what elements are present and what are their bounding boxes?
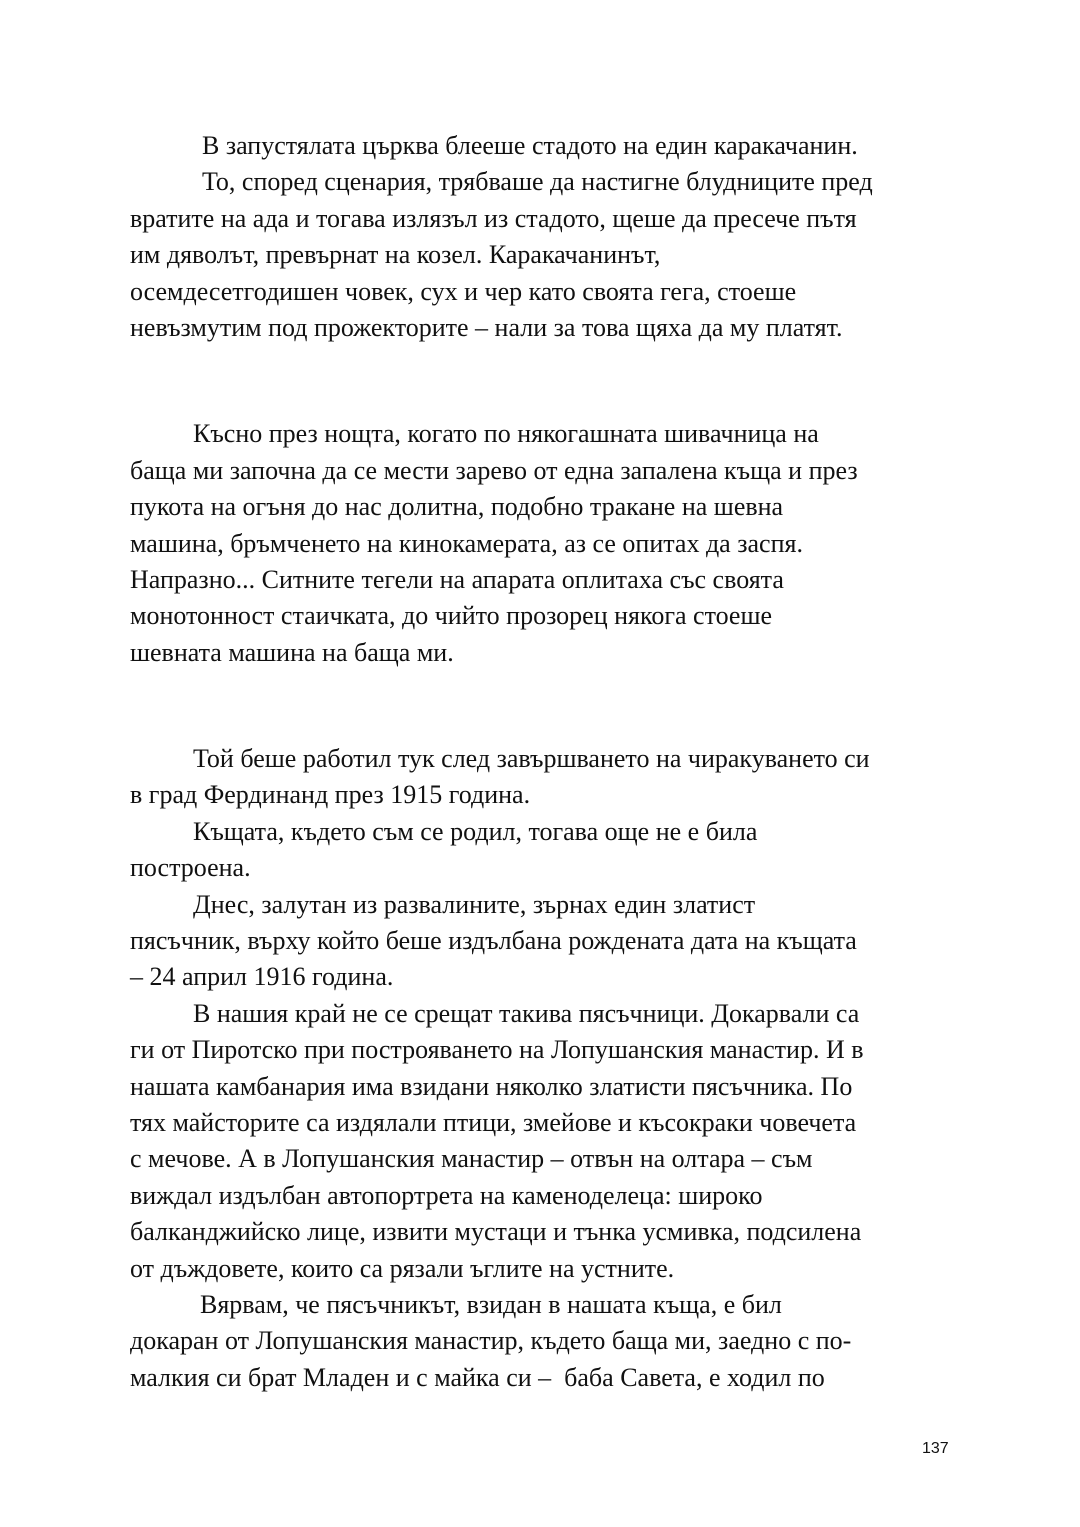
text-line: с мечове. А в Лопушанския манастир – отвън на олтара – съм (130, 1144, 813, 1174)
text-line: Вярвам, че пясъчникът, взидан в нашата къща, е бил (200, 1289, 782, 1319)
page-body (130, 128, 960, 1396)
text-line: докаран от Лопушанския манастир, където баща ми, заедно с по- (130, 1326, 852, 1356)
text-line: в град Фердинанд през 1915 година. (130, 780, 531, 810)
text-line: тях майсторите са издялали птици, змейове и късокраки човечета (130, 1107, 857, 1137)
text-line: монотонност стаичката, до чийто прозорец някога стоеше (130, 601, 773, 631)
text-line: пукота на огъня до нас долитна, подобно тракане на шевна (130, 492, 784, 522)
text-line: от дъждовете, които са рязали ъглите на устните. (130, 1253, 675, 1283)
text-line: машина, бръмченето на кинокамерата, аз се опитах да заспя. (130, 528, 803, 558)
text-line: В запустялата църква блееше стадото на един каракачанин. (202, 131, 858, 160)
text-line: пясъчник, върху който беше издълбана рождената дата на къщата (130, 926, 857, 956)
paragraph-gap (130, 346, 960, 416)
text-line: Той беше работил тук след завършването на чиракуването си (193, 744, 870, 774)
text-line: им дяволът, превърнат на козел. Каракачанинът, (130, 240, 661, 270)
text-line: невъзмутим под прожекторите – нали за това щяха да му платят. (130, 312, 843, 342)
text-line: шевната машина на баща ми. (130, 637, 454, 667)
text-line: ги от Пиротско при построяването на Лопушанския манастир. И в (130, 1035, 864, 1065)
text-line: баща ми започна да се мести зарево от една запалена къща и през (130, 455, 858, 485)
text-line: Напразно... Ситните тегели на апарата оплитаха със своята (130, 564, 784, 594)
text-line: Днес, залутан из развалините, зърнах един златист (193, 889, 756, 919)
paragraph (130, 741, 960, 1396)
text-line: В нашия край не се срещат такива пясъчници. Докарвали са (193, 998, 860, 1028)
page-number: 137 (922, 1440, 949, 1457)
paragraph (130, 128, 960, 346)
text-line: виждал издълбан автопортрета на каменоделеца: широко (130, 1180, 763, 1210)
text-line: нашата камбанария има взидани няколко златисти пясъчника. По (130, 1071, 853, 1101)
text-line: Късно през нощта, когато по някогашната шивачница на (193, 419, 819, 449)
text-line: осемдесетгодишен човек, сух и чер като своята гега, стоеше (130, 276, 797, 306)
text-line: – 24 април 1916 година. (130, 962, 394, 992)
paragraph (130, 416, 960, 671)
text-line: Къщата, където съм се родил, тогава още не е била (193, 816, 758, 846)
paragraph-gap (130, 671, 960, 741)
text-line: То, според сценария, трябваше да настигне блудниците пред (202, 167, 873, 197)
text-line: построена. (130, 853, 251, 883)
text-line: балканджийско лице, извити мустаци и тънка усмивка, подсилена (130, 1217, 862, 1247)
text-line: малкия си брат Младен и с майка си – баба Савета, е ходил по (130, 1362, 825, 1392)
text-line: вратите на ада и тогава излязъл из стадото, щеше да пресече пътя (130, 203, 857, 233)
